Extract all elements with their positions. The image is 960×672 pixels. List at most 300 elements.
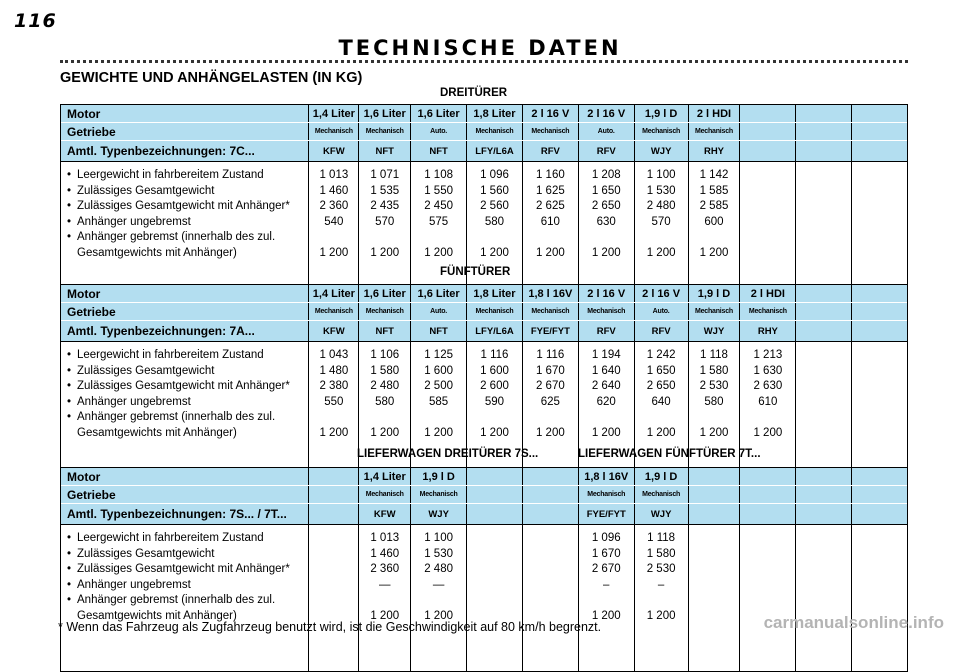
motor-row-cell: 1,6 Liter	[410, 105, 466, 122]
getriebe-row-cell: Auto.	[410, 123, 466, 140]
motor-row-cell: 1,9 l D	[634, 468, 688, 485]
weight-value: 580	[484, 215, 505, 228]
type-row-cell	[688, 504, 740, 524]
weight-values-column	[522, 525, 578, 671]
type-row-cell: FYE/FYT	[578, 504, 634, 524]
weight-value: 570	[375, 215, 395, 228]
motor-row-cell: 1,9 l D	[688, 285, 740, 302]
weight-value: 1 242	[646, 349, 676, 361]
weight-value	[523, 578, 578, 594]
weight-value: 1 585	[699, 184, 729, 197]
weight-value	[740, 168, 795, 184]
getriebe-row-cell	[851, 486, 907, 503]
getriebe-row-label: Getriebe	[67, 124, 116, 139]
weight-value	[796, 168, 851, 184]
getriebe-row	[61, 303, 907, 321]
type-row-cell: RFV	[578, 141, 634, 161]
weight-value: 1 200	[370, 246, 400, 259]
weight-value: 2 480	[646, 200, 676, 212]
weight-value: 1 116	[536, 349, 565, 361]
weight-value	[689, 593, 740, 624]
weight-value: 1 108	[424, 169, 453, 181]
weight-value	[467, 531, 522, 547]
weight-value: 1 200	[480, 246, 509, 259]
weight-value: 1 142	[699, 169, 729, 181]
getriebe-row-cell: Mechanisch	[522, 303, 578, 320]
type-row-cell: RHY	[688, 141, 740, 161]
motor-row-cell: 1,6 Liter	[358, 105, 410, 122]
weight-value: 1 670	[535, 364, 565, 377]
weight-label-item: • Zulässiges Gesamtgewicht	[67, 547, 308, 563]
weight-value	[852, 364, 907, 380]
weight-value	[467, 578, 522, 594]
motor-row-cell: 1,9 l D	[410, 468, 466, 485]
weight-value: 1 200	[370, 426, 400, 439]
weight-value	[852, 379, 907, 395]
heading-lieferwagen-5t: LIEFERWAGEN FÜNFTÜRER 7T...	[578, 448, 761, 460]
weight-value	[740, 199, 795, 215]
weight-value: 2 625	[535, 200, 565, 212]
motor-row-label: Motor	[67, 469, 101, 484]
getriebe-row-cell	[851, 123, 907, 140]
type-row-cell: NFT	[410, 321, 466, 341]
weight-value: 1 630	[753, 364, 783, 377]
weight-values-column	[578, 525, 634, 671]
type-row-cell	[795, 141, 851, 161]
motor-row-cell: 2 l 16 V	[578, 105, 634, 122]
weight-values-column	[308, 525, 358, 671]
weight-value: 1 213	[753, 349, 783, 361]
type-row-cell	[851, 504, 907, 524]
page-title: TECHNISCHE DATEN	[338, 36, 622, 60]
dotted-divider	[60, 60, 908, 63]
type-row-cell: FYE/FYT	[522, 321, 578, 341]
weight-value: 640	[651, 395, 671, 408]
weight-value	[740, 531, 795, 547]
weight-value: 1 200	[646, 426, 676, 439]
weight-value: 625	[540, 395, 560, 408]
type-row-cell	[739, 504, 795, 524]
getriebe-row-cell: Mechanisch	[466, 303, 522, 320]
weight-value: 1 650	[591, 184, 621, 197]
weight-value: 1 200	[370, 609, 400, 622]
weight-label-item: • Leergewicht in fahrbereitem Zustand	[67, 531, 308, 547]
motor-row-cell: 1,6 Liter	[410, 285, 466, 302]
weight-value	[852, 395, 907, 411]
weight-value: 1 160	[535, 169, 565, 181]
type-row-cell: WJY	[634, 141, 688, 161]
type-row-cell: NFT	[410, 141, 466, 161]
weight-value: 2 670	[591, 563, 621, 575]
type-row	[61, 504, 907, 524]
weight-label-item: • Anhänger gebremst (innerhalb des zul. Gesamtgewichts mit Anhänger)	[67, 593, 308, 624]
weight-value: 1 200	[646, 246, 676, 259]
weight-value	[309, 562, 358, 578]
weight-values-column	[466, 525, 522, 671]
type-row-cell: WJY	[634, 504, 688, 524]
weight-value: 1 100	[646, 169, 676, 181]
weight-value	[796, 184, 851, 200]
getriebe-row-cell	[308, 486, 358, 503]
weight-value: 1 200	[424, 246, 453, 259]
weight-value	[689, 531, 740, 547]
weight-value: 1 200	[319, 246, 349, 259]
getriebe-row-cell: Mechanisch	[688, 303, 740, 320]
weight-value: 540	[324, 215, 344, 228]
weight-label-item: • Zulässiges Gesamtgewicht mit Anhänger*	[67, 379, 308, 395]
type-row-cell	[739, 141, 795, 161]
weight-value: 1 200	[535, 426, 565, 439]
weight-value: 1 013	[370, 532, 400, 544]
type-row-cell: KFW	[308, 141, 358, 161]
getriebe-row-cell: Mechanisch	[688, 123, 740, 140]
weight-value	[740, 215, 795, 231]
weight-value: 1 670	[591, 547, 621, 560]
weight-value: 2 630	[753, 380, 783, 392]
getriebe-row-cell	[739, 486, 795, 503]
getriebe-row-cell	[739, 123, 795, 140]
weight-value: 1 200	[591, 246, 621, 259]
weight-value: 1 640	[591, 364, 621, 377]
type-row-cell	[308, 504, 358, 524]
heading-dreituerer: DREITÜRER	[440, 87, 508, 99]
weight-value: 1 116	[480, 349, 509, 361]
weight-value: 1 200	[699, 246, 729, 259]
type-row-cell: RHY	[739, 321, 795, 341]
weight-value: 1 096	[480, 169, 509, 181]
weight-value	[309, 547, 358, 563]
footnote: * Wenn das Fahrzeug als Zugfahrzeug benutzt wird, ist die Geschwindigkeit auf 80 km/h begrenzt.	[58, 620, 602, 634]
weight-value: –	[657, 578, 665, 591]
weight-label-item: • Anhänger ungebremst	[67, 215, 308, 231]
motor-row-cell: 1,6 Liter	[358, 285, 410, 302]
weight-value: 1 480	[319, 364, 349, 377]
motor-row-cell: 1,4 Liter	[358, 468, 410, 485]
type-row-label: Amtl. Typenbezeichnungen: 7C...	[67, 144, 255, 158]
weight-value: 1 600	[480, 364, 509, 377]
getriebe-row-cell: Mechanisch	[358, 123, 410, 140]
weight-value: 1 200	[535, 246, 565, 259]
motor-row-cell: 1,8 Liter	[466, 105, 522, 122]
weight-value: 1 530	[646, 184, 676, 197]
weight-value: 1 560	[480, 184, 509, 197]
motor-row-cell	[851, 285, 907, 302]
type-row-cell	[851, 321, 907, 341]
weight-value: 1 208	[591, 169, 621, 181]
weight-value	[852, 215, 907, 231]
motor-row-cell: 1,9 l D	[634, 105, 688, 122]
weight-value: 1 200	[480, 426, 509, 439]
weight-value: 1 100	[424, 532, 453, 544]
weight-value	[852, 230, 907, 261]
weight-label-item: • Leergewicht in fahrbereitem Zustand	[67, 168, 308, 184]
weight-values-column	[739, 525, 795, 671]
weight-value: 1 194	[591, 349, 621, 361]
motor-row-cell: 1,4 Liter	[308, 105, 358, 122]
weight-value: 2 500	[424, 380, 453, 392]
motor-row	[61, 285, 907, 303]
weight-value: 1 071	[370, 169, 400, 181]
getriebe-row	[61, 123, 907, 141]
weight-value: 2 450	[424, 200, 453, 212]
weight-value: 1 625	[535, 184, 565, 197]
getriebe-row-cell	[688, 486, 740, 503]
getriebe-row-cell: Mechanisch	[358, 303, 410, 320]
weight-value	[852, 410, 907, 441]
type-row-cell: NFT	[358, 141, 410, 161]
weight-labels	[61, 525, 308, 671]
motor-row-cell: 2 l HDI	[688, 105, 740, 122]
weight-value: 1 200	[319, 426, 349, 439]
type-row	[61, 321, 907, 341]
motor-row-cell: 1,8 l 16V	[578, 468, 634, 485]
heading-lieferwagen-3t: LIEFERWAGEN DREITÜRER 7S...	[357, 448, 539, 460]
getriebe-row	[61, 486, 907, 504]
motor-row-label: Motor	[67, 286, 101, 301]
weight-value: 1 200	[591, 426, 621, 439]
weight-label-item: • Anhänger gebremst (innerhalb des zul. Gesamtgewichts mit Anhänger)	[67, 410, 308, 441]
weight-value: 1 013	[319, 169, 349, 181]
getriebe-row-cell: Auto.	[410, 303, 466, 320]
weight-value: 575	[429, 215, 449, 228]
motor-row-cell	[308, 468, 358, 485]
weight-value: 1 200	[753, 426, 783, 439]
type-row-cell	[851, 141, 907, 161]
getriebe-row-cell: Mechanisch	[358, 486, 410, 503]
weight-values-column	[851, 525, 907, 671]
weight-label-item: • Anhänger ungebremst	[67, 578, 308, 594]
weight-value	[467, 547, 522, 563]
type-row-cell	[795, 321, 851, 341]
weight-label-item: • Zulässiges Gesamtgewicht	[67, 184, 308, 200]
weight-value: 600	[704, 215, 724, 228]
motor-row-cell	[851, 468, 907, 485]
motor-row-cell	[795, 285, 851, 302]
weight-value: 550	[324, 395, 344, 408]
weight-value	[796, 348, 851, 364]
weight-value: —	[432, 578, 445, 591]
motor-row-cell	[739, 105, 795, 122]
weight-value	[796, 562, 851, 578]
getriebe-row-cell: Mechanisch	[308, 303, 358, 320]
weight-value	[796, 230, 851, 261]
getriebe-row-cell: Mechanisch	[522, 123, 578, 140]
weight-value	[796, 531, 851, 547]
weight-value	[740, 184, 795, 200]
getriebe-row-cell: Mechanisch	[739, 303, 795, 320]
type-row-cell: RFV	[578, 321, 634, 341]
weight-value	[740, 562, 795, 578]
motor-row-cell: 1,8 Liter	[466, 285, 522, 302]
weight-value: 2 560	[480, 200, 509, 212]
getriebe-row-cell: Mechanisch	[578, 303, 634, 320]
weight-value: –	[603, 578, 610, 591]
weight-value: 570	[651, 215, 671, 228]
type-row-cell: NFT	[358, 321, 410, 341]
type-row-cell: WJY	[410, 504, 466, 524]
weight-value	[852, 531, 907, 547]
weight-value: 620	[596, 395, 616, 408]
weight-values-column	[795, 525, 851, 671]
weight-value: 1 200	[699, 426, 729, 439]
weight-value: 2 650	[591, 200, 621, 212]
weight-value: 1 118	[647, 532, 676, 544]
weight-value	[523, 531, 578, 547]
weight-value	[740, 547, 795, 563]
weight-value	[689, 578, 740, 594]
getriebe-row-label: Getriebe	[67, 487, 116, 502]
weight-value: 1 650	[646, 364, 676, 377]
weight-value	[309, 578, 358, 594]
weight-value: 1 106	[370, 349, 400, 361]
weight-value: 2 670	[535, 380, 565, 392]
weight-value: 580	[704, 395, 724, 408]
weight-values-column	[358, 525, 410, 671]
weight-values-column	[688, 525, 740, 671]
getriebe-row-cell: Auto.	[578, 123, 634, 140]
weight-value	[309, 531, 358, 547]
weight-value: 2 600	[480, 380, 509, 392]
getriebe-row-cell	[522, 486, 578, 503]
weight-value: 1 535	[370, 184, 400, 197]
weight-value	[852, 184, 907, 200]
heading-fuenftuerer: FÜNFTÜRER	[440, 266, 511, 278]
weight-value: 1 200	[424, 609, 453, 622]
section-subtitle: GEWICHTE UND ANHÄNGELASTEN (IN KG)	[60, 70, 363, 86]
weight-value: 590	[484, 395, 505, 408]
getriebe-row-cell: Auto.	[634, 303, 688, 320]
getriebe-row-cell: Mechanisch	[634, 123, 688, 140]
type-row-cell	[466, 504, 522, 524]
motor-row-cell: 2 l 16 V	[634, 285, 688, 302]
getriebe-row-cell: Mechanisch	[308, 123, 358, 140]
getriebe-row-cell	[466, 486, 522, 503]
motor-row-cell: 2 l HDI	[739, 285, 795, 302]
weight-label-item: • Anhänger ungebremst	[67, 395, 308, 411]
weight-value	[796, 199, 851, 215]
getriebe-row-cell: Mechanisch	[634, 486, 688, 503]
weight-value: 1 125	[424, 349, 453, 361]
motor-row-cell	[688, 468, 740, 485]
type-row-cell: LFY/L6A	[466, 321, 522, 341]
weight-value	[523, 547, 578, 563]
weight-value: 580	[375, 395, 395, 408]
motor-row-cell	[851, 105, 907, 122]
motor-row	[61, 468, 907, 486]
weights-table-lieferwagen	[60, 467, 908, 672]
type-row-cell: WJY	[688, 321, 740, 341]
motor-row-cell	[466, 468, 522, 485]
getriebe-row-cell	[795, 123, 851, 140]
getriebe-row-cell	[795, 486, 851, 503]
weight-value: 1 580	[699, 364, 729, 377]
motor-row-cell	[795, 468, 851, 485]
weight-value: 1 580	[370, 364, 400, 377]
getriebe-row-cell: Mechanisch	[578, 486, 634, 503]
type-row-cell: KFW	[308, 321, 358, 341]
weight-value: 585	[429, 395, 449, 408]
weight-label-item: • Anhänger gebremst (innerhalb des zul. Gesamtgewichts mit Anhänger)	[67, 230, 308, 261]
weight-value	[740, 578, 795, 594]
weight-value: 610	[758, 395, 778, 408]
weight-value: 2 585	[699, 200, 729, 212]
weight-value	[796, 379, 851, 395]
weight-value: 1 530	[424, 547, 453, 560]
weights-body	[61, 524, 907, 671]
type-row-cell: LFY/L6A	[466, 141, 522, 161]
motor-row-cell	[739, 468, 795, 485]
weight-value: 2 650	[646, 380, 676, 392]
weight-value: 1 118	[700, 349, 728, 361]
type-row-cell: RFV	[522, 141, 578, 161]
weight-value	[796, 547, 851, 563]
weight-value: 1 460	[370, 547, 400, 560]
motor-row-cell: 2 l 16 V	[522, 105, 578, 122]
weight-value: 1 460	[319, 184, 349, 197]
weight-value	[852, 168, 907, 184]
weight-value: —	[378, 578, 391, 591]
weight-value: 2 380	[319, 380, 349, 392]
weight-value: 2 530	[699, 380, 729, 392]
type-row	[61, 141, 907, 161]
weight-values-column	[410, 525, 466, 671]
weight-value: 2 480	[424, 563, 453, 575]
weight-value	[796, 364, 851, 380]
weight-value	[523, 562, 578, 578]
weight-value: 630	[596, 215, 616, 228]
watermark: carmanualsonline.info	[763, 613, 944, 632]
weight-value: 1 200	[646, 609, 676, 622]
weight-value: 2 530	[646, 563, 676, 575]
weight-value: 2 435	[370, 200, 400, 212]
weight-value	[796, 215, 851, 231]
motor-row-cell: 1,8 l 16V	[522, 285, 578, 302]
motor-row-cell: 2 l 16 V	[578, 285, 634, 302]
weight-value: 610	[540, 215, 560, 228]
type-row-label: Amtl. Typenbezeichnungen: 7A...	[67, 324, 255, 338]
weight-value	[852, 348, 907, 364]
weight-value	[689, 547, 740, 563]
weight-value: 1 096	[591, 532, 621, 544]
weight-value	[852, 562, 907, 578]
weight-label-item: • Zulässiges Gesamtgewicht	[67, 364, 308, 380]
weight-value	[796, 410, 851, 441]
weight-value: 2 480	[370, 380, 400, 392]
weight-value: 1 580	[646, 547, 676, 560]
motor-row-label: Motor	[67, 106, 101, 121]
weight-value: 1 043	[319, 349, 349, 361]
motor-row-cell: 1,4 Liter	[308, 285, 358, 302]
getriebe-row-cell: Mechanisch	[410, 486, 466, 503]
weight-value: 1 200	[424, 426, 453, 439]
motor-row-cell	[522, 468, 578, 485]
type-row-label: Amtl. Typenbezeichnungen: 7S... / 7T...	[67, 507, 287, 521]
type-row-cell	[795, 504, 851, 524]
weight-label-item: • Leergewicht in fahrbereitem Zustand	[67, 348, 308, 364]
weight-value	[740, 230, 795, 261]
weight-value	[852, 578, 907, 594]
weight-value	[689, 562, 740, 578]
weight-value: 2 360	[370, 563, 400, 575]
weight-value: 1 550	[424, 184, 453, 197]
getriebe-row-cell	[795, 303, 851, 320]
type-row-cell: RFV	[634, 321, 688, 341]
weight-value	[467, 562, 522, 578]
weight-value: 1 600	[424, 364, 453, 377]
type-row-cell: KFW	[358, 504, 410, 524]
weight-value: 2 640	[591, 380, 621, 392]
getriebe-row-cell: Mechanisch	[466, 123, 522, 140]
